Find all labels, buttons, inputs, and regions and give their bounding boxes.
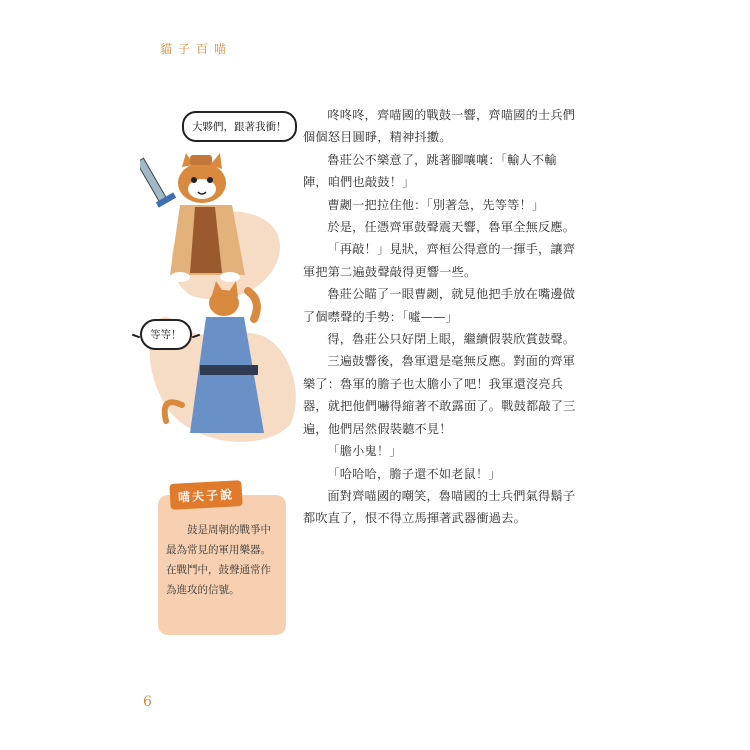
paragraph: 「再敲！」見狀，齊桓公得意的一揮手，讓齊軍把第二遍鼓聲敲得更響一些。 [303,242,576,279]
paragraph: 魯莊公不樂意了，跳著腳嚷嚷：「輸人不輸陣，咱們也敲鼓！」 [303,152,557,190]
sword-icon [140,158,176,207]
paragraph: 咚咚咚，齊喵國的戰鼓一響，齊喵國的士兵們個個怒目圓睜，精神抖擻。 [303,108,576,145]
cat-soldiers-illustration [140,95,300,455]
paragraph: 於是，任憑齊軍鼓聲震天響，魯軍全無反應。 [327,220,576,235]
sidebar-text: 鼓是周朝的戰爭中最為常見的軍用樂器。在戰鬥中，鼓聲通常作為進攻的信號。 [166,524,271,596]
paragraph: 「哈哈哈，膽子還不如老鼠！」 [327,466,501,481]
body-text [303,104,578,530]
paragraph: 魯莊公瞄了一眼曹劌，就見他把手放在嘴邊做了個噤聲的手勢：「噓——」 [303,287,576,324]
paragraph: 三遍鼓響後，魯軍還是毫無反應。對面的齊軍樂了：魯軍的膽子也太膽小了吧！我軍還沒亮兵器，就把他們嚇得縮著不敢露面了。戰鼓都敲了三遍，他們居然假裝聽不見！ [303,354,576,436]
speech-bubble-charge: 大夥們，跟著我衝！ [182,111,297,142]
paragraph: 曹劌一把拉住他：「別著急，先等等！」 [327,197,545,212]
page-number: 6 [143,694,152,710]
speech-bubble-wait: 等等！ [140,319,192,350]
orange-cat-general [170,153,245,282]
sidebar-title: 喵夫子說 [169,480,242,510]
paragraph: 面對齊喵國的嘲笑，魯喵國的士兵們氣得鬍子都吹直了，恨不得立馬揮著武器衝過去。 [303,488,576,526]
paragraph: 「膽小鬼！」 [327,444,402,459]
illustration-art [140,95,300,455]
running-head: 貓子百喵 [160,42,233,56]
paragraph: 得，魯莊公只好閉上眼，繼續假裝欣賞鼓聲。 [327,332,576,347]
